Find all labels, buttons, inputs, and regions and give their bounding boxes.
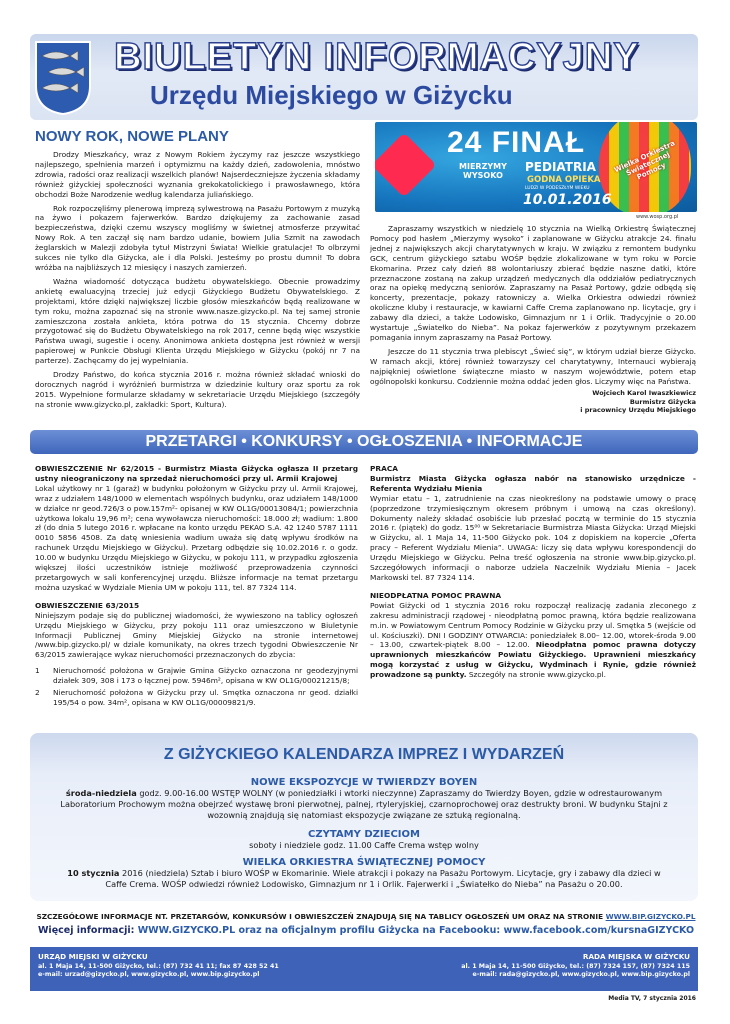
masthead [30, 34, 698, 120]
signature-line: Burmistrz Giżycka [629, 397, 696, 406]
notice-title: NIEODPŁATNA POMOC PRAWNA [370, 590, 502, 600]
notice-subtitle: Burmistrz Miasta Giżycka ogłasza nabór na stanowisko urzędnicze - Referenta Wydziału Mienia [370, 473, 696, 493]
notice-text: Wymiar etatu – 1, zatrudnienie na czas nieokreślony na podstawie umowy o pracę (poprzedzone trzymiesięcznym okresem próbnym i umową na czas określony). Dokumenty należy składać osobiście lub przesłać pocztą w terminie do 15 stycznia 2016 r. (piątek) do godz. 15⁰⁰ w Sekretariacie Burmistrza Miasta Giżycka: Urząd Miejski w Giżycku, al. 1 Maja 14, 11-500 Giżycko pok. 104 z dopiskiem na kopercie „Oferta pracy – Referent Wydziału Mienia”. UWAGA: liczy się data wpływu korespondencji do Urzędu Miejskiego w Giżycku. Pełna treść ogłoszenia na stronie www.bip.gizycko.pl. Szczegółowych informacji o naborze udziela Naczelnik Wydziału Mienia – Jacek Markowski tel. 87 7324 114. [370, 493, 696, 582]
footer-heading: RADA MIEJSKA W GIŻYCKU [582, 952, 690, 961]
events-title: Z GIŻYCKIEGO KALENDARZA IMPREZ I WYDARZEŃ [163, 746, 565, 763]
banner-motto [459, 162, 507, 180]
list-number: 1 [35, 666, 40, 676]
event-title: WIELKA ORKIESTRA ŚWIĄTECZNEJ POMOCY [242, 857, 486, 868]
publication-info: Media TV, 7 stycznia 2016 [608, 995, 696, 1002]
event-block [30, 829, 698, 851]
bip-note-text: SZCZEGÓŁOWE INFORMACJE NT. PRZETARGÓW, KONKURSÓW I OBWIESZCZEŃ ZNAJDUJĄ SIĘ NA TABLICY OGŁOSZEŃ UM ORAZ NA STRONIE [36, 912, 604, 921]
news-paragraph: Drodzy Mieszkańcy, wraz z Nowym Rokiem życzymy raz jeszcze wszystkiego najlepszego, spełnienia marzeń i optymizmu na każdy dzień, zadowolenia, mnóstwo zdrowia, radości oraz realizacji wszelkich planów! Najserdeczniejsze życzenia składamy również giżyckiej społeczności wyznania grekokatolickiego i prawosławnego, która obchodzi Boże Narodzenie według kalendarza juliańskiego. [35, 150, 360, 199]
event-block [30, 777, 698, 821]
banner-source: www.wosp.org.pl [636, 214, 679, 220]
bip-note [36, 912, 696, 921]
bulletin-title: BIULETYN INFORMACYJNY [114, 36, 640, 78]
bip-link[interactable]: WWW.BIP.GIZYCKO.PL [605, 912, 696, 921]
signature [580, 389, 696, 415]
news-paragraph: Jeszcze do 11 stycznia trwa plebiscyt „Świeć się”, w którym udział bierze Giżycko. W ramach akcji, której również towarzyszy cel charytatywny, Internauci wybierają najpiękniej oświetlone świąteczne miasto w naszym województwie, potem etap ogólnopolski konkursu. Codziennie można oddać jeden głos. Liczymy więc na Państwa. [370, 346, 696, 386]
event-lead: 10 stycznia [67, 868, 120, 878]
notice-text [370, 601, 696, 680]
event-title: NOWE EKSPOZYCJE W TWIERDZY BOYEN [250, 777, 478, 788]
notice-title: PRACA [370, 464, 398, 473]
footer [30, 947, 698, 991]
banner-motto-line: MIERZYMY [459, 162, 507, 171]
news-right-column [370, 224, 696, 391]
event-lead: środa-niedziela [65, 788, 137, 798]
news-paragraph: Ważna wiadomość dotycząca budżetu obywatelskiego. Obecnie prowadzimy ankietę ewaluacyjną trzeciej już edycji Giżyckiego Budżetu Obywatelskiego. Z projektami, które dzięki największej liczbie głosów mieszkańców będą realizowane w tym roku, można zapoznać się na stronie www.nasze.gizycko.pl. Na tej samej stronie zamieszczona została ankieta, która potrwa do 15 stycznia. Chcemy dobrze przygotować się do Budżetu Obywatelskiego na rok 2017, cenne będą więc wszystkie Państwa uwagi, sugestie i oceny. Anonimowa ankieta dostępna jest również w wersji papierowej w Punkcie Obsługi Klienta Urzędu Miejskiego w Giżycku (pokój nr 7 na parterze). Zachęcamy do jej wypełniania. [35, 276, 360, 366]
signature-line: Wojciech Karol Iwaszkiewicz [592, 389, 696, 397]
event-body: godz. 9.00-16.00 WSTĘP WOLNY (w poniedziałki i wtorki nieczynne) Zapraszamy do Twierdzy Boyen, gdzie w odrestaurowanym Laboratorium Prochowym można obejrzeć wystawę broni pierwotnej, palnej, rtyleryjskiej, czarnoprochowej oraz destrukty broni. W budynku Stajni z wozownią znajdują się natomiast ekspozycje związane ze sztuką regionalną. [60, 788, 668, 820]
banner-ludzi: LUDZI W PODESZŁYM WIEKU [525, 186, 590, 191]
more-info-label: Więcej informacji: [37, 925, 135, 936]
notice-text: Niniejszym podaje się do publicznej wiadomości, że wywieszono na tablicy ogłoszeń Urzędu Miejskiego w Giżycku, przy pokoju 111 oraz umieszczono w Biuletynie Informacji Publicznej Gminy Miejskiej Giżycko na stronie internetowej /www.bip.gizycko.pl/ w dziale komunikaty, na okres trzech tygodni Obwieszczenie Nr 63/2015 zawierające wykaz nieruchomości przeznaczonych do zbycia: [35, 610, 358, 660]
news-paragraph: Drodzy Państwo, do końca stycznia 2016 r. można również składać wnioski do dorocznych nagród i wyróżnień burmistrza w dziedzinie kultury oraz sportu za rok 2015. Wypełnione formularze składamy w sekretariacie Urzędu Miejskiego (szczegóły na stronie www.gizycko.pl, zakładki: Sport, Kultura). [35, 370, 360, 409]
balloon-label: Wielka Orkiestra Świątecznej Pomocy [613, 139, 677, 182]
notice-title: OBWIESZCZENIE 63/2015 [35, 600, 140, 610]
notice-text: Lokal użytkowy nr 1 (garaż) w budynku położonym w Giżycku przy ul. Armii Krajowej, wraz z udziałem 148/1000 w elementach wspólnych budynku, oraz udziałem 148/1000 w działce nr geod.726/3 o pow.157m²- opisanej w KW OL1G/00013084/1; powierzchnia użytkowa lokalu 19,96 m²; cena wywoławcza nieruchomości: 18.000 zł; wadium: 1.800 zł (do dnia 5 lutego 2016 r. wpłacane na konto urzędu PEKAO S.A. 42 1240 5787 1111 0010 5856 4508. Za datę wniesienia wadium uważa się datę wpływu środków na rachunek Urzędu Miejskiego w Giżycku). Przetarg odbędzie się 10.02.2016 r. o godz. 10.00 w budynku Urzędu Miejskiego w Giżycku, w pokoju 111, w przypadku zgłoszenia większej ilości uczestników istnieje możliwość przeprowadzenia czynności przetargowych w sali konferencyjnej urzędu. Bliższe informacje na temat przetargu można uzyskać w Wydziale Mienia UM w pokoju 111, tel. 87 7324 114. [35, 483, 358, 592]
footer-heading: URZĄD MIEJSKI W GIŻYCKU [38, 952, 148, 961]
event-body: 2016 (niedziela) Sztab i biuro WOŚP w Ekomarinie. Wiele atrakcji i pokazy na Pasażu Portowym. Licytacje, gry i zabawy dla dzieci w Caffe Crema. WOŚP odwiedzi również Lodowisko, Gimnazjum nr 1 i Orlik. Fajerwerki i „Światełko do Nieba” na Pasażu o 20.00. [105, 868, 661, 889]
banner-pediatria: PEDIATRIA [525, 160, 596, 174]
gizycko-link[interactable]: WWW.GIZYCKO.PL [137, 925, 236, 936]
event-text: soboty i niedziele godz. 11.00 Caffe Crema wstęp wolny [249, 840, 479, 850]
event-title: CZYTAMY DZIECIOM [308, 829, 420, 840]
coat-of-arms-icon [34, 40, 92, 116]
footer-contact: e-mail: rada@gizycko.pl, www.gizycko.pl, www.bip.gizycko.pl [472, 971, 690, 978]
list-item [35, 688, 358, 708]
event-block [30, 857, 698, 890]
notices-section-bar: PRZETARGI • KONKURSY • OGŁOSZENIA • INFORMACJE [30, 430, 698, 454]
news-paragraph: Rok rozpoczęliśmy plenerową imprezą sylwestrową na Pasażu Portowym z muzyką na żywo i pokazem fajerwerków. Bardzo dziękujemy za zachowanie zasad bezpieczeństwa, dzięki czemu wszyscy mogliśmy w świetnej atmosferze przywitać Nowy Rok. A ten zaczął się nam bardzo udanie, bowiem Julia Szmit na zawodach żeglarskich w Malezji zdobyła tytuł Mistrzyni Świata! Wielkie gratulacje! To olbrzymi sukces nie tylko dla Giżycka, ale i dla Polski. Jesteśmy po prostu dumni! To dobra wróżba na najbliższych 12 miesięcy i naszych zamierzeń. [35, 203, 360, 272]
notices-right-column [370, 462, 696, 680]
signature-line: i pracownicy Urzędu Miejskiego [580, 406, 696, 414]
news-heading: NOWY ROK, NOWE PLANY [35, 128, 229, 145]
list-number: 2 [35, 688, 40, 698]
news-paragraph: Zapraszamy wszystkich w niedzielę 10 stycznia na Wielką Orkiestrę Świątecznej Pomocy pod hasłem „Mierzymy wysoko” i zaplanowane w Giżycku atrakcje 24. finału jednej z największych akcji charytatywnych w kraju. W związku z remontem budynku GCK, centrum giżyckiego sztabu WOŚP będzie zlokalizowane w tym roku w Porcie Ekomarina. Przez cały dzień 88 wolontariuszy zbierać będzie naszne datki, które przeznaczone zostaną na zakup urządzeń medycznych dla oddziałów pediatrycznych oraz na opiekę medyczną seniorów. Zapraszamy na Pasaż Portowy, gdzie odbędą się koncerty, prezentacje, pokazy ratowniczy a. Wielka Orkiestra odwiedzi również okoliczne kluby i restauracje, w kawiarni Caffe Crema zaplanowano np. licytacje, gry i zabawy dla dzieci, a także Lodowisko, Gimnazjum nr 1 i Orlik. Tradycyjnie o 20.00 wystartuje „Światełko do Nieba”. Na pokaz fajerwerków z pozytywnym przekazem pomagania innym zapraszamy na Pasaż Portowy. [370, 224, 696, 342]
banner-date: 10.01.2016 [523, 192, 612, 208]
footer-city-council [461, 953, 690, 979]
facebook-link[interactable]: www.facebook.com/kursnaGIZYCKO [503, 925, 695, 936]
event-text [30, 788, 698, 821]
list-text: Nieruchomość położona w Giżycku przy ul. Smętka oznaczona nr geod. działki 195/54 o pow. 34m², opisana w KW OL1G/00009821/9. [53, 688, 358, 707]
heart-icon [375, 132, 437, 197]
footer-address: al. 1 Maja 14, 11-500 Giżycko, tel.: (87) 732 41 11; fax 87 428 52 41 [38, 963, 279, 970]
more-info-text: oraz na oficjalnym profilu Giżycka na Facebooku: [238, 925, 501, 936]
banner-finale: 24 FINAŁ [447, 126, 586, 159]
banner-motto-line: WYSOKO [463, 171, 503, 180]
notice-text-part: Szczegóły na stronie www.gizycko.pl. [466, 670, 607, 680]
notice-text-bold: Nieodpłatna pomoc prawna dotyczy uprawnionych mieszkańców Powiatu Giżyckiego. Uprawnieni mieszkańcy mogą korzystać z usług w Giżycku, Wydminach i Rynie, gdzie również prowadzone są punkty. [370, 640, 696, 680]
event-text [30, 868, 698, 890]
banner-godna-opieka: GODNA OPIEKA [527, 175, 601, 185]
list-item [35, 666, 358, 686]
notice-text-part: Powiat Giżycki od 1 stycznia 2016 roku rozpoczął realizację zadania zleconego z zakresu administracji rządowej - nieodpłatną pomoc prawną, która będzie realizowana m.in. w Powiatowym Centrum Pomocy Rodzinie w Giżycku przy ul. Smętka 5 (wejście od ul. Kościuszki). DNI I GODZINY OTWARCIA: poniedziałek 8.00– 12.00, wtorek-środa 9.00 – 13.00, czwartek-piątek 8.00 – 12.00. [370, 600, 696, 650]
news-left-column [35, 150, 360, 414]
notices-left-column [35, 462, 358, 710]
events-box [30, 733, 698, 901]
more-info [36, 925, 696, 936]
footer-city-office [38, 953, 279, 979]
bulletin-subtitle: Urzędu Miejskiego w Giżycku [150, 80, 513, 110]
wosp-banner [375, 122, 697, 212]
list-text: Nieruchomość położona w Grajwie Gmina Giżycko oznaczona nr geodezyjnymi działek 309, 308 i 173 o łącznej pow. 5946m², opisana w KW OL1G/00021215/8; [53, 666, 358, 686]
footer-address: al. 1 Maja 14, 11-500 Giżycko, tel.: (87) 7324 157, (87) 7324 115 [461, 963, 690, 970]
footer-contact: e-mail: urzad@gizycko.pl, www.gizycko.pl, www.bip.gizycko.pl [38, 971, 260, 978]
notice-title: OBWIESZCZENIE Nr 62/2015 - Burmistrz Miasta Giżycka ogłasza II przetarg ustny nieograniczony na sprzedaż nieruchomości przy ul. Armii Krajowej [35, 464, 358, 483]
